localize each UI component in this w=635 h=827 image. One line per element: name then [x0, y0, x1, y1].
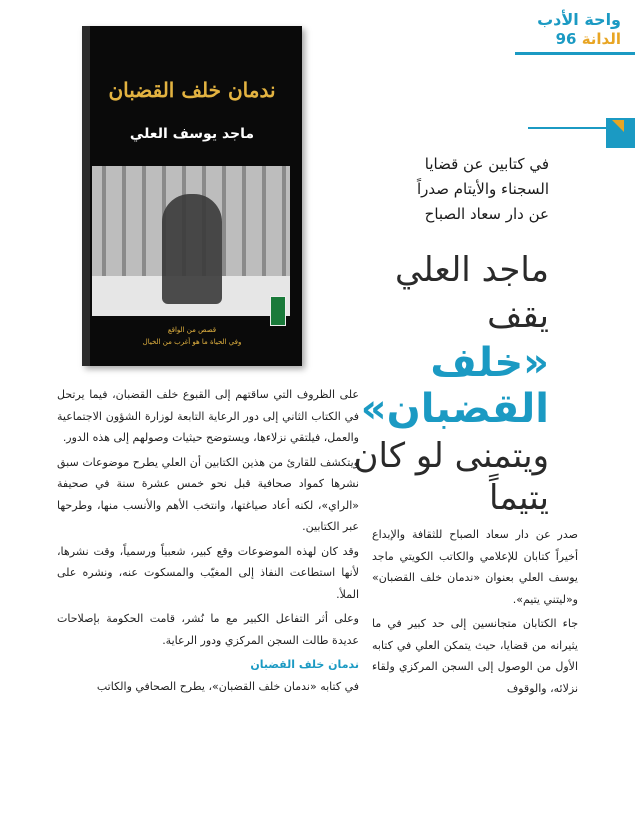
- book-spine: [82, 26, 90, 366]
- body-paragraph: على الظروف التي ساقتهم إلى القبوع خلف القضبان، فيما يرتحل في الكتاب الثاني إلى دور الرعاية التابعة لوزارة الشؤون الاجتماعية والعمل، فيلتقي نزلاءها، ويستوضح حيثيات وصولهم إلى هذه الدور.: [57, 388, 359, 444]
- headline-line-6: يتيماً: [489, 478, 549, 518]
- headline-line-1: ماجد العلي: [394, 250, 549, 290]
- publisher-logo: [270, 296, 286, 326]
- magazine-masthead: [550, 30, 621, 48]
- accent-rule: [528, 127, 608, 129]
- headline-line-3: «خلف: [430, 340, 549, 386]
- article-left-column: [57, 384, 359, 700]
- book-cover: [82, 26, 302, 366]
- kicker-line-3: عن دار سعاد الصباح: [424, 205, 549, 223]
- section-title: واحة الأدب: [537, 10, 621, 29]
- prison-bars-photo: [92, 166, 290, 316]
- book-title: ندمان خلف القضبان: [108, 78, 276, 102]
- magazine-name: الدانة: [581, 30, 621, 48]
- kicker-line-1: في كتابين عن قضايا: [424, 155, 549, 173]
- prisoner-silhouette: [162, 194, 222, 304]
- article-right-column: [372, 524, 578, 702]
- body-paragraph: وعلى أثر التفاعل الكبير مع ما نُشر، قامت الحكومة بإصلاحات عديدة طالت السجن المركزي ودور الرعاية.: [57, 612, 359, 647]
- accent-ornament: [612, 120, 624, 132]
- headline-line-2: يقف: [487, 296, 549, 336]
- body-paragraph: جاء الكتابان متجانسين إلى حد كبير في ما يثيرانه من قضايا، حيث يتمكن العلي في كتابه الأول من الوصول إلى السجن المركزي ولقاء نزلائه، والوقوف: [372, 617, 578, 695]
- headline-line-5: ويتمنى لو كان: [353, 436, 549, 476]
- body-paragraph: صدر عن دار سعاد الصباح للثقافة والإبداع أخيراً كتابان للإعلامي والكاتب الكويتي ماجد يوسف العلي بعنوان «ندمان خلف القضبان» و«ليتني يتيم».: [372, 528, 578, 606]
- header-rule: [515, 52, 635, 55]
- body-paragraph: ويتكشف للقارئ من هذين الكتابين أن العلي يطرح موضوعات سبق نشرها كمواد صحافية قبل نحو خمس عشرة سنة في صحيفة «الراي»، لكنه أعاد صياغتها، وانتخب الأهم والأنسب منها، وطرحها عبر الكتابين.: [57, 455, 359, 533]
- book-subtitle-2: وفي الحياة ما هو أغرب من الخيال: [142, 338, 242, 346]
- book-author: ماجد يوسف العلي: [129, 126, 255, 142]
- body-paragraph: في كتابه «ندمان خلف القضبان»، يطرح الصحافي والكاتب: [96, 679, 359, 693]
- section-subheading: ندمان خلف القضبان: [250, 658, 359, 671]
- book-subtitle-1: قصص من الواقع: [167, 326, 217, 334]
- headline-line-4: القضبان»: [360, 386, 549, 432]
- page-number: 96: [555, 30, 577, 48]
- body-paragraph: وقد كان لهذه الموضوعات وقع كبير، شعبياً ورسمياً، وقت نشرها، لأنها استطاعت النفاذ إلى المغيّب والمسكوت عنه، ونشره على الملأ.: [57, 544, 359, 601]
- kicker-line-2: السجناء والأيتام صدراً: [416, 180, 549, 198]
